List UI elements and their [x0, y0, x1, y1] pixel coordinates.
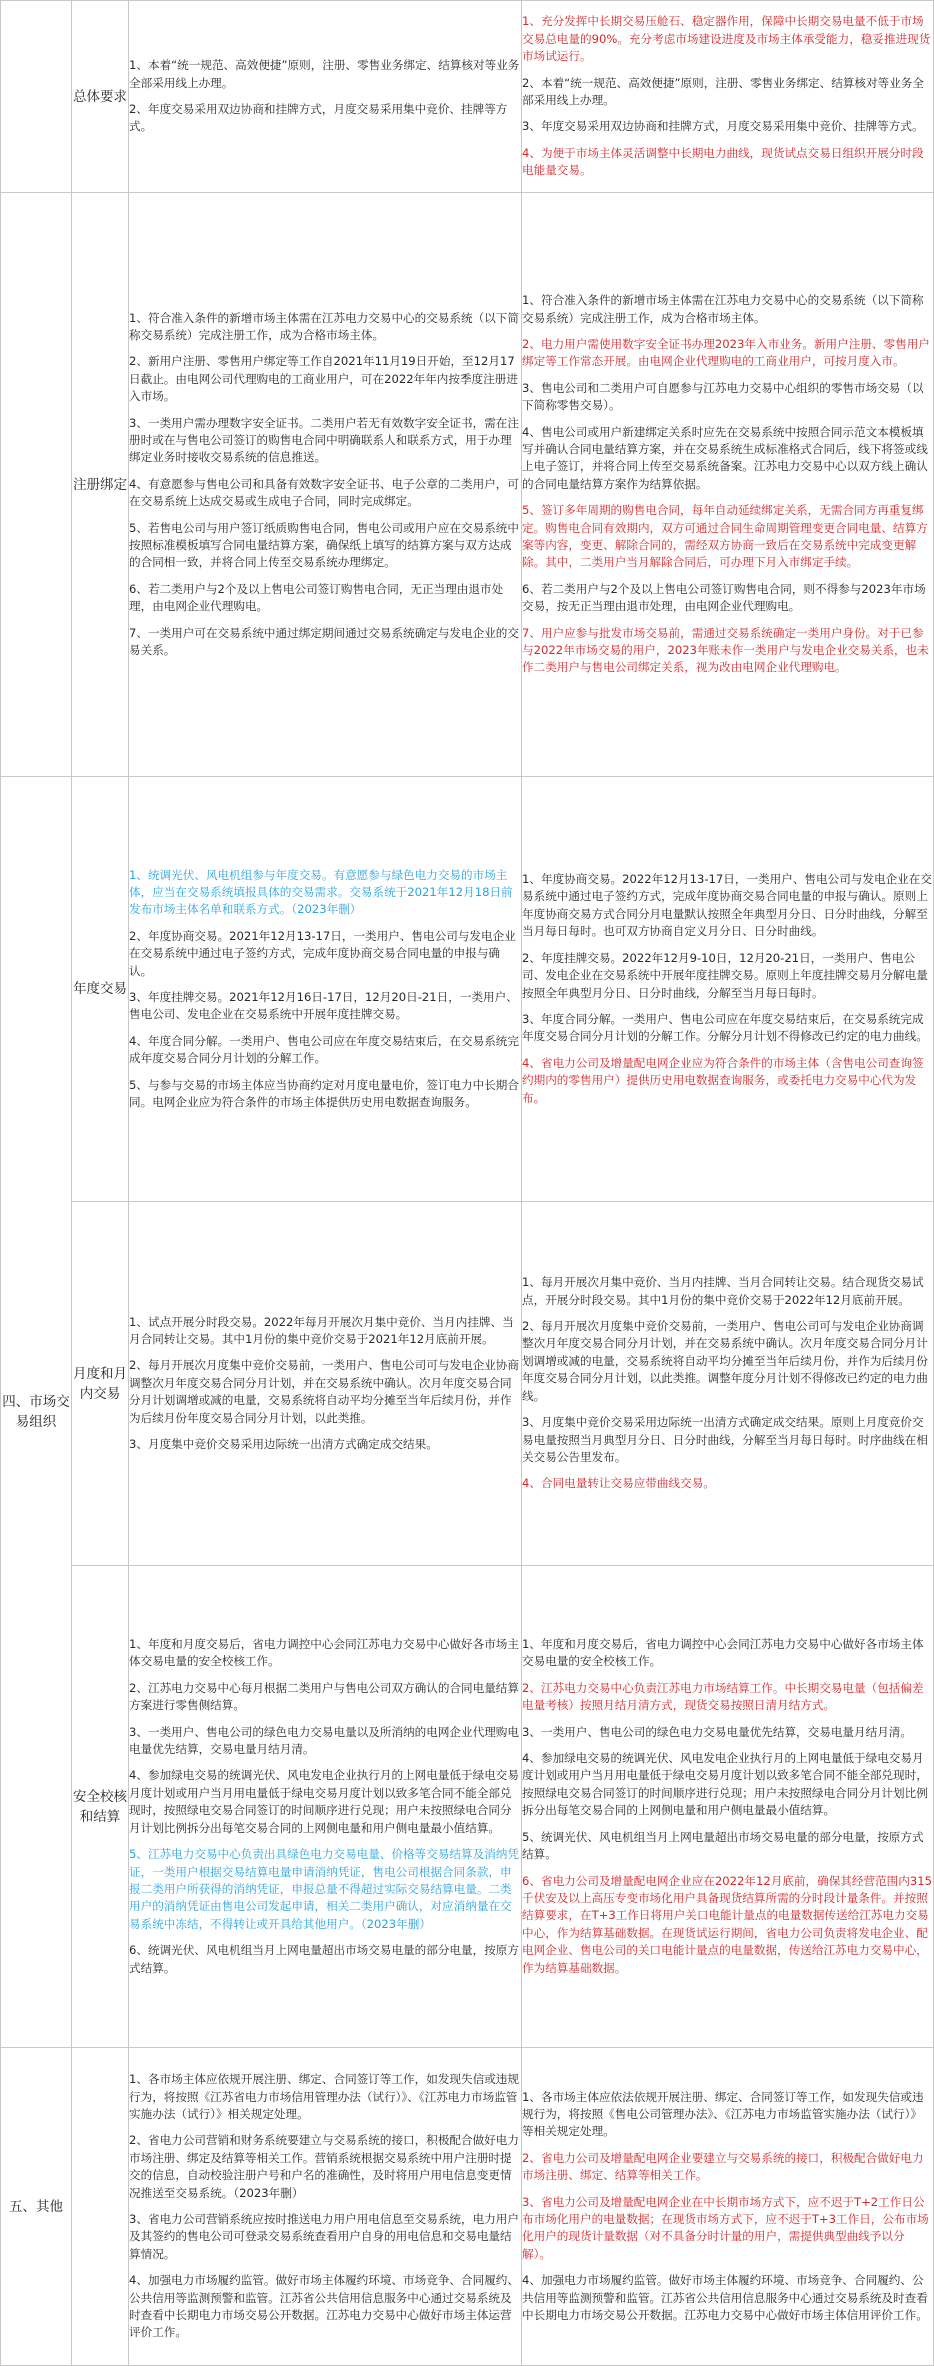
new-rules-cell: [522, 1202, 934, 1566]
clause-text: 5、若售电公司与用户签订纸质购售电合同，售电公司或用户应在交易系统中按照标准模板填写合同电量结算方案，确保纸上填写的结算方案与双方达成的合同相一致，并将合同上传至交易系统办理绑定。: [129, 520, 519, 570]
clause-text: 1、充分发挥中长期交易压舱石、稳定器作用，保障中长期交易电量不低于市场交易总电量的90%。充分考虑市场建设进度及市场主体承受能力，稳妥推进现货市场试运行。: [522, 14, 931, 64]
clause-text: 3、一类用户、售电公司的绿色电力交易电量以及所消纳的电网企业代理购电电量优先结算，交易电量月结月清。: [129, 1724, 519, 1757]
section-title: 五、其他: [1, 2048, 72, 2366]
old-rules-cell: [129, 2048, 522, 2366]
old-rules-cell: [129, 1566, 522, 2048]
clause-text: 7、用户应参与批发市场交易前，需通过交易系统确定一类用户身份。对于已参与2022年市场交易的用户，2023年账未作一类用户与发电企业交易关系，也未作二类用户与售电公司绑定关系，视为改由电网企业代理购电。: [522, 625, 929, 675]
new-rules-cell: [522, 777, 934, 1202]
topic-cell: 安全校核和结算: [72, 1566, 129, 2048]
new-rules-cell: [522, 2048, 934, 2366]
clause-text: 2、省电力公司营销和财务系统要建立与交易系统的接口，积极配合做好电力市场注册、绑定及结算等相关工作。营销系统根据交易系统中用户注册时提交的信息，自动校验注册户号和户名的准确性，及时将用户用电信息变更情况推送至交易系统。（2023年删）: [129, 2133, 519, 2200]
table-row: [1, 1566, 934, 2048]
clause-text: 2、本着“统一规范、高效便捷”原则，注册、零售业务绑定、结算核对等业务全部采用线上办理。: [522, 75, 924, 107]
new-rules-cell: [522, 1, 934, 193]
section-title: 四、市场交易组织: [1, 777, 72, 2048]
clause-text: 2、年度交易采用双边协商和挂牌方式，月度交易采用集中竞价、挂牌等方式。: [129, 102, 508, 134]
old-rules-cell: [129, 777, 522, 1202]
clause-text: 3、年度交易采用双边协商和挂牌方式，月度交易采用集中竞价、挂牌等方式。: [522, 119, 924, 134]
clause-text: 2、电力用户需使用数字安全证书办理2023年入市业务。新用户注册、零售用户绑定等工作常态开展。由电网企业代理购电的工商业用户，可按月度入市。: [522, 336, 930, 369]
clause-text: 1、各市场主体应依规开展注册、绑定、合同签订等工作，如发现失信或违规行为，将按照《江苏省电力市场信用管理办法（试行）》、《江苏电力市场监管实施办法（试行）》相关规定处理。: [129, 2072, 519, 2121]
clause-text: 5、签订多年周期的购售电合同，每年自动延续绑定关系，无需合同方再重复绑定。购售电合同有效期内，双方可通过合同生命周期管理变更合同电量、结算方案等内容，变更、解除合同的，需经双方协商一致后在交易系统中完成变更解除。其中，二类用户当月解除合同后，可办理下月入市绑定手续。: [522, 503, 928, 570]
section-cell-empty: [1, 193, 72, 777]
clause-text: 2、每月开展次月度集中竞价交易前，一类用户、售电公司可与发电企业协商调整次月年度交易合同分月计划，并在交易系统中确认。次月年度交易合同分月计划调增或减的电量，交易系统将自动平均分摊至当年后续月份，并作为后续月份年度交易合同分月计划，以此类推。调整年度分月计划不得修改已约定的电力曲线。: [522, 1319, 928, 1403]
clause-text: 6、省电力公司及增量配电网企业应在2022年12月底前，确保其经营范围内315千伏安及以上高压专变市场化用户具备现货结算所需的分时段计量条件。并按照结算要求，在T+3工作日将用户关口电能计量点的电量数据传送给江苏电力交易中心，作为结算基础数据。在现货试运行期间，省电力公司负责将发电企业、配电网企业、售电公司的关口电能计量点的电量数据，传送给江苏电力交易中心，作为结算基础数据。: [522, 1873, 932, 1975]
clause-text: 1、年度和月度交易后，省电力调控中心会同江苏电力交易中心做好各市场主体交易电量的安全校核工作。: [129, 1637, 519, 1669]
clause-text: 4、加强电力市场履约监管。做好市场主体履约环境、市场竞争、合同履约、公共信用等监测预警和监管。江苏省公共信用信息服务中心通过交易系统及时查看中长期电力市场交易公开数据。江苏电力交易中心做好市场主体运营评价工作。: [129, 2273, 519, 2340]
topic-cell: 注册绑定: [72, 193, 129, 777]
new-rules-cell: [522, 1566, 934, 2048]
clause-text: 6、统调光伏、风电机组当月上网电量超出市场交易电量的部分电量，按原方式结算。: [129, 1943, 519, 1975]
clause-text: 2、省电力公司及增量配电网企业要建立与交易系统的接口，积极配合做好电力市场注册、绑定、结算等相关工作。: [522, 2150, 924, 2183]
clause-text: 1、符合准入条件的新增市场主体需在江苏电力交易中心的交易系统（以下简称交易系统）完成注册工作，成为合格市场主体。: [522, 293, 924, 325]
topic-cell: 总体要求: [72, 1, 129, 193]
clause-text: 4、为便于市场主体灵活调整中长期电力曲线，现货试点交易日组织开展分时段电能量交易。: [522, 145, 924, 178]
clause-text: 3、售电公司和二类用户可自愿参与江苏电力交易中心组织的零售市场交易（以下简称零售交易）。: [522, 380, 924, 413]
table-row: [1, 777, 934, 1202]
clause-text: 5、统调光伏、风电机组当月上网电量超出市场交易电量的部分电量，按原方式结算。: [522, 1829, 924, 1862]
clause-text: 2、江苏电力交易中心每月根据二类用户与售电公司双方确认的合同电量结算方案进行零售侧结算。: [129, 1680, 519, 1713]
table-row: [1, 2048, 934, 2366]
clause-text: 3、年度合同分解。一类用户、售电公司应在年度交易结束后，在交易系统完成年度交易合同分月计划的分解工作。分解分月计划不得修改已约定的电力曲线。: [522, 1011, 928, 1044]
clause-text: 3、省电力公司营销系统应按时推送电力用户用电信息至交易系统，电力用户及其签约的售电公司可登录交易系统查看用户自身的用电信息和交易电量结算情况。: [129, 2212, 519, 2261]
old-rules-cell: [129, 193, 522, 777]
new-rules-cell: [522, 193, 934, 777]
clause-text: 1、符合准入条件的新增市场主体需在江苏电力交易中心的交易系统（以下简称交易系统）完成注册工作，成为合格市场主体。: [129, 310, 519, 342]
section-cell-empty: [1, 1, 72, 193]
clause-text: 2、新用户注册、零售用户绑定等工作自2021年11月19日开始，至12月17日截止。由电网公司代理购电的工商业用户，可在2022年年内按季度注册进入市场。: [129, 354, 518, 404]
clause-text: 1、年度和月度交易后，省电力调控中心会同江苏电力交易中心做好各市场主体交易电量的安全校核工作。: [522, 1637, 924, 1669]
clause-text: 4、参加绿电交易的统调光伏、风电发电企业执行月的上网电量低于绿电交易月度计划或用户当月用电量低于绿电交易月度计划以致多笔合同不能全部兑现时，按照绿电交易合同签订的时间顺序进行兑现；用户未按照绿电合同分月计划比例拆分出每笔交易合同的上网侧电量和用户侧电量最小值结算。: [129, 1768, 519, 1835]
old-rules-cell: [129, 1202, 522, 1566]
clause-text: 1、各市场主体应依法依规开展注册、绑定、合同签订等工作，如发现失信或违规行为，将按照《售电公司管理办法》、《江苏电力市场监管实施办法（试行）》等相关规定处理。: [522, 2089, 924, 2139]
clause-text: 4、售电公司或用户新建绑定关系时应先在交易系统中按照合同示范文本模板填写并确认合同电量结算方案，并在交易系统生成标准格式合同后，线下将签或线上电子签订，并将合同上传至交易系统备案。江苏电力交易中心以双方线上确认的合同电量结算方案作为结算依据。: [522, 424, 928, 491]
clause-text: 4、参加绿电交易的统调光伏、风电发电企业执行月的上网电量低于绿电交易月度计划或用户当月用电量低于绿电交易月度计划以致多笔合同不能全部兑现时，按照绿电交易合同签订的时间顺序进行兑现；用户未按照绿电合同分月计划比例拆分出每笔交易合同的上网侧电量和用户侧电量最小值结算。: [522, 1751, 928, 1818]
clause-text: 3、一类用户、售电公司的绿色电力交易电量优先结算，交易电量月结月清。: [522, 1724, 912, 1739]
clause-text: 4、年度合同分解。一类用户、售电公司应在年度交易结束后，在交易系统完成年度交易合同分月计划的分解工作。: [129, 1033, 519, 1066]
clause-text: 4、省电力公司及增量配电网企业应为符合条件的市场主体（含售电公司查询签约期内的零售用户）提供历史用电数据查询服务，或委托电力交易中心代为发布。: [522, 1055, 924, 1105]
clause-text: 4、加强电力市场履约监管。做好市场主体履约环境、市场竞争、合同履约、公共信用等监测预警和监管。江苏省公共信用信息服务中心通过交易系统及时查看中长期电力市场交易公开数据。江苏电力交易中心做好市场主体信用评价工作。: [522, 2273, 928, 2323]
old-rules-cell: [129, 1, 522, 193]
clause-text: 5、江苏电力交易中心负责出具绿色电力交易电量、价格等交易结算及消纳凭证，一类用户根据交易结算电量申请消纳凭证，售电公司根据合同条款，申报二类用户所获得的消纳凭证，申报总量不得超过实际交易结算电量。二类用户的消纳凭证由售电公司发起申请，相关二类用户确认，对应消纳量在交易系统中冻结，不得转让或开具给其他用户。（2023年删）: [129, 1847, 519, 1931]
clause-text: 1、本着“统一规范、高效便捷”原则，注册、零售业务绑定、结算核对等业务全部采用线上办理。: [129, 58, 520, 90]
clause-text: 6、若二类用户与2个及以上售电公司签订购售电合同，无正当理由退市处理，由电网企业代理购电。: [129, 581, 504, 614]
table-row: [1, 1, 934, 193]
clause-text: 2、江苏电力交易中心负责江苏电力市场结算工作。中长期交易电量（包括偏差电量考核）按照月结月清方式，现货交易按照日清月结方式。: [522, 1680, 924, 1713]
topic-cell: 年度交易: [72, 777, 129, 1202]
clause-text: 6、若二类用户与2个及以上售电公司签订购售电合同，则不得参与2023年市场交易，按无正当理由退市处理，由电网企业代理购电。: [522, 581, 926, 614]
table-row: [1, 1202, 934, 1566]
table-row: [1, 193, 934, 777]
clause-text: 2、年度挂牌交易。2022年12月9-10日，12月20-21日，一类用户、售电公司、发电企业在交易系统中开展年度挂牌交易。原则上年度挂牌交易月分解电量按照全年典型月分日、日分时曲线，分解至当月每日每时。: [522, 950, 928, 1000]
clause-text: 3、年度挂牌交易。2021年12月16日-17日，12月20日-21日，一类用户、售电公司、发电企业在交易系统中开展年度挂牌交易。: [129, 990, 518, 1022]
clause-text: 3、省电力公司及增量配电网企业在中长期市场方式下，应不迟于T+2工作日公布市场化用户的电量数据；在现货市场方式下，应不迟于T+3工作日，公布市场化用户的现货计量数据（对不具备分时计量的用户，需提供典型曲线予以分解）。: [522, 2194, 929, 2261]
clause-text: 3、月度集中竞价交易采用边际统一出清方式确定成交结果。原则上月度竞价交易电量按照当月典型月分日、日分时曲线，分解至当月每日每时。时序曲线在相关交易公告里发布。: [522, 1415, 928, 1464]
clause-text: 1、统调光伏、风电机组参与年度交易。有意愿参与绿色电力交易的市场主体，应当在交易系统填报具体的交易需求。交易系统于2021年12月18日前发布市场主体名单和联系方式。（2023年删）: [129, 867, 513, 917]
clause-text: 4、有意愿参与售电公司和具备有效数字安全证书、电子公章的二类用户，可在交易系统上达成交易或生成电子合同，同时完成绑定。: [129, 476, 519, 509]
clause-text: 3、一类用户需办理数字安全证书。二类用户若无有效数字安全证书，需在注册时或在与售电公司签订的购售电合同中明确联系人和联系方式，用于办理绑定业务时接收交易系统的信息推送。: [129, 415, 519, 465]
clause-text: 4、合同电量转让交易应带曲线交易。: [522, 1476, 715, 1491]
clause-text: 1、年度协商交易。2022年12月13-17日，一类用户、售电公司与发电企业在交易系统中通过电子签约方式，完成年度协商交易合同电量的申报与确认。原则上年度协商交易方式合同分月电量默认按照全年典型月分日、日分时曲线，分解至当月每日每时。也可双方协商自定义月分日、日分时曲线。: [522, 872, 932, 939]
clause-text: 2、年度协商交易。2021年12月13-17日，一类用户、售电公司与发电企业在交易系统中通过电子签约方式，完成年度协商交易合同电量的申报与确认。: [129, 928, 516, 978]
clause-text: 1、每月开展次月集中竞价、当月内挂牌、当月合同转让交易。结合现货交易试点，开展分时段交易。其中1月份的集中竞价交易于2022年12月底前开展。: [522, 1275, 924, 1307]
topic-cell: [72, 2048, 129, 2366]
clause-text: 3、月度集中竞价交易采用边际统一出清方式确定成交结果。: [129, 1437, 438, 1452]
clause-text: 5、与参与交易的市场主体应当协商约定对月度电量电价，签订电力中长期合同。电网企业应为符合条件的市场主体提供历史用电数据查询服务。: [129, 1077, 519, 1110]
clause-text: 7、一类用户可在交易系统中通过绑定期间通过交易系统确定与发电企业的交易关系。: [129, 625, 519, 658]
clause-text: 1、试点开展分时段交易。2022年每月开展次月集中竞价、当月内挂牌、当月合同转让交易。其中1月份的集中竞价交易于2021年12月底前开展。: [129, 1314, 514, 1346]
topic-cell: 月度和月内交易: [72, 1202, 129, 1566]
clause-text: 2、每月开展次月度集中竞价交易前，一类用户、售电公司可与发电企业协商调整次月年度交易合同分月计划，并在交易系统中确认。次月年度交易合同分月计划调增或减的电量，交易系统将自动平均分摊至当年后续月份，并作为后续月份年度交易合同分月计划，以此类推。: [129, 1358, 519, 1425]
